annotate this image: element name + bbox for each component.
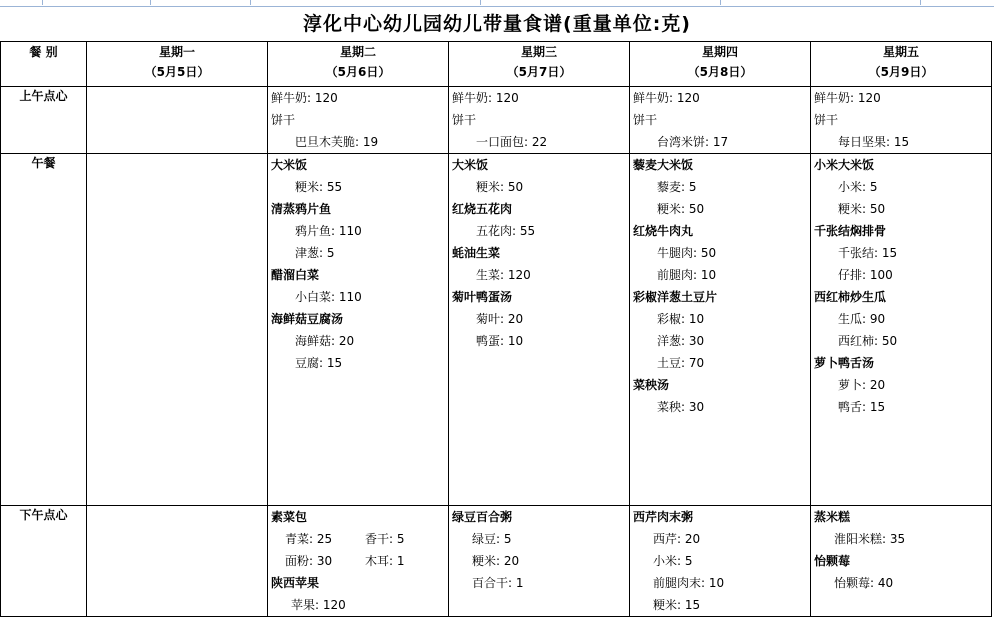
ingredient-pair [271,550,445,572]
column-tick [42,0,43,5]
ingredient: 绿豆: 5 [472,532,512,546]
ingredient: 津葱: 5 [295,246,335,260]
meal-label: 上午点心 [19,89,68,103]
ingredient: 台湾米饼: 17 [657,135,729,149]
dish-name: 西芹肉末粥 [633,510,694,524]
ingredient: 青菜: 25 [285,532,333,546]
ingredient: 菜秧: 30 [657,400,705,414]
day-date: （5月7日） [506,65,572,79]
ingredient: 西红柿: 50 [838,334,898,348]
menu-table [0,41,992,617]
ingredient: 小米: 5 [653,554,693,568]
ingredient-pair [271,528,445,550]
column-tick [150,0,151,5]
dish-name: 菜秧汤 [633,378,670,392]
ingredient: 萝卜: 20 [838,378,886,392]
day-name: 星期二 [339,45,376,59]
menu-cell-mon-afternoon[interactable] [87,506,268,617]
header-row [1,42,992,87]
dish-name: 藜麦大米饭 [633,158,694,172]
meal-header-cell[interactable] [1,42,87,87]
ingredient: 粳米: 50 [476,180,524,194]
day-date: （5月6日） [325,65,391,79]
dish-name: 绿豆百合粥 [452,510,513,524]
dish-name: 清蒸鸦片鱼 [271,202,332,216]
column-tick [920,0,921,5]
ingredient: 每日坚果: 15 [838,135,910,149]
menu-cell-wed-lunch[interactable] [449,154,630,506]
menu-cell-wed-afternoon[interactable] [449,506,630,617]
day-header-fri[interactable] [811,42,992,87]
menu-item: 鲜牛奶: 120 [452,91,519,105]
menu-cell-thu-afternoon[interactable] [630,506,811,617]
day-name: 星期四 [701,45,738,59]
ingredient: 鸭舌: 15 [838,400,886,414]
day-name: 星期五 [882,45,919,59]
dish-name: 蒸米糕 [814,510,851,524]
menu-item: 饼干 [452,113,477,127]
menu-cell-wed-morning[interactable] [449,87,630,154]
day-date: （5月5日） [144,65,210,79]
menu-cell-tue-lunch[interactable] [268,154,449,506]
ingredient: 小米: 5 [838,180,878,194]
menu-item: 鲜牛奶: 120 [814,91,881,105]
day-name: 星期三 [520,45,557,59]
dish-name: 红烧牛肉丸 [633,224,694,238]
ingredient: 前腿肉: 10 [657,268,717,282]
dish-name: 蚝油生菜 [452,246,501,260]
ingredient: 生菜: 120 [476,268,531,282]
menu-cell-fri-afternoon[interactable] [811,506,992,617]
ingredient: 粳米: 55 [295,180,343,194]
menu-cell-thu-morning[interactable] [630,87,811,154]
ingredient: 牛腿肉: 50 [657,246,717,260]
ingredient: 海鲜菇: 20 [295,334,355,348]
ingredient: 西芹: 20 [653,532,701,546]
meal-label-lunch[interactable] [1,154,87,506]
meal-label: 下午点心 [19,508,68,522]
dish-name: 红烧五花肉 [452,202,513,216]
dish-name: 大米饭 [271,158,308,172]
ingredient: 粳米: 50 [657,202,705,216]
column-tick [720,0,721,5]
ingredient: 粳米: 20 [472,554,520,568]
menu-item: 鲜牛奶: 120 [633,91,700,105]
day-date: （5月9日） [868,65,934,79]
ingredient: 仔排: 100 [838,268,893,282]
dish-name: 怡颗莓 [814,554,851,568]
ingredient: 前腿肉末: 10 [653,576,725,590]
ingredient: 彩椒: 10 [657,312,705,326]
dish-name: 陕西苹果 [271,576,320,590]
ingredient: 五花肉: 55 [476,224,536,238]
ingredient: 洋葱: 30 [657,334,705,348]
day-header-wed[interactable] [449,42,630,87]
menu-item: 饼干 [814,113,839,127]
meal-label: 午餐 [31,156,56,170]
menu-cell-mon-lunch[interactable] [87,154,268,506]
day-header-tue[interactable] [268,42,449,87]
dish-name: 萝卜鸭舌汤 [814,356,875,370]
menu-cell-thu-lunch[interactable] [630,154,811,506]
meal-header-label: 餐 别 [29,45,58,59]
ingredient: 淮阳米糕: 35 [834,532,906,546]
day-header-mon[interactable] [87,42,268,87]
ingredient: 怡颗莓: 40 [834,576,894,590]
ingredient: 巴旦木芙脆: 19 [295,135,379,149]
menu-cell-fri-morning[interactable] [811,87,992,154]
ingredient: 藜麦: 5 [657,180,697,194]
page-title: 淳化中心幼儿园幼儿带量食谱(重量单位:克) [303,13,691,35]
ingredient: 菊叶: 20 [476,312,524,326]
menu-item: 鲜牛奶: 120 [271,91,338,105]
dish-name: 菊叶鸭蛋汤 [452,290,513,304]
ingredient: 小白菜: 110 [295,290,362,304]
ingredient: 木耳: 1 [365,554,405,568]
menu-item: 饼干 [271,113,296,127]
ingredient: 一口面包: 22 [476,135,548,149]
ingredient: 香干: 5 [365,532,405,546]
ingredient: 生瓜: 90 [838,312,886,326]
morning-row [1,87,992,154]
menu-cell-tue-morning[interactable] [268,87,449,154]
ingredient: 鸭蛋: 10 [476,334,524,348]
menu-item: 饼干 [633,113,658,127]
dish-name: 千张结焖排骨 [814,224,887,238]
afternoon-row [1,506,992,617]
column-tick [250,0,251,5]
day-name: 星期一 [158,45,195,59]
day-date: （5月8日） [687,65,753,79]
dish-name: 海鲜菇豆腐汤 [271,312,344,326]
menu-cell-tue-afternoon[interactable] [268,506,449,617]
ingredient: 面粉: 30 [285,554,333,568]
ingredient: 百合干: 1 [472,576,524,590]
dish-name: 小米大米饭 [814,158,875,172]
meal-label-afternoon[interactable] [1,506,87,617]
menu-cell-fri-lunch[interactable] [811,154,992,506]
ingredient: 粳米: 15 [653,598,701,612]
dish-name: 醋溜白菜 [271,268,320,282]
meal-label-morning[interactable] [1,87,87,154]
ingredient: 土豆: 70 [657,356,705,370]
ingredient: 豆腐: 15 [295,356,343,370]
day-header-thu[interactable] [630,42,811,87]
dish-name: 彩椒洋葱土豆片 [633,290,718,304]
lunch-row [1,154,992,506]
dish-name: 大米饭 [452,158,489,172]
ingredient: 千张结: 15 [838,246,898,260]
column-tick [480,0,481,5]
ingredient: 苹果: 120 [291,598,346,612]
dish-name: 西红柿炒生瓜 [814,290,887,304]
dish-name: 素菜包 [271,510,308,524]
menu-cell-mon-morning[interactable] [87,87,268,154]
ingredient: 鸦片鱼: 110 [295,224,362,238]
ingredient: 粳米: 50 [838,202,886,216]
